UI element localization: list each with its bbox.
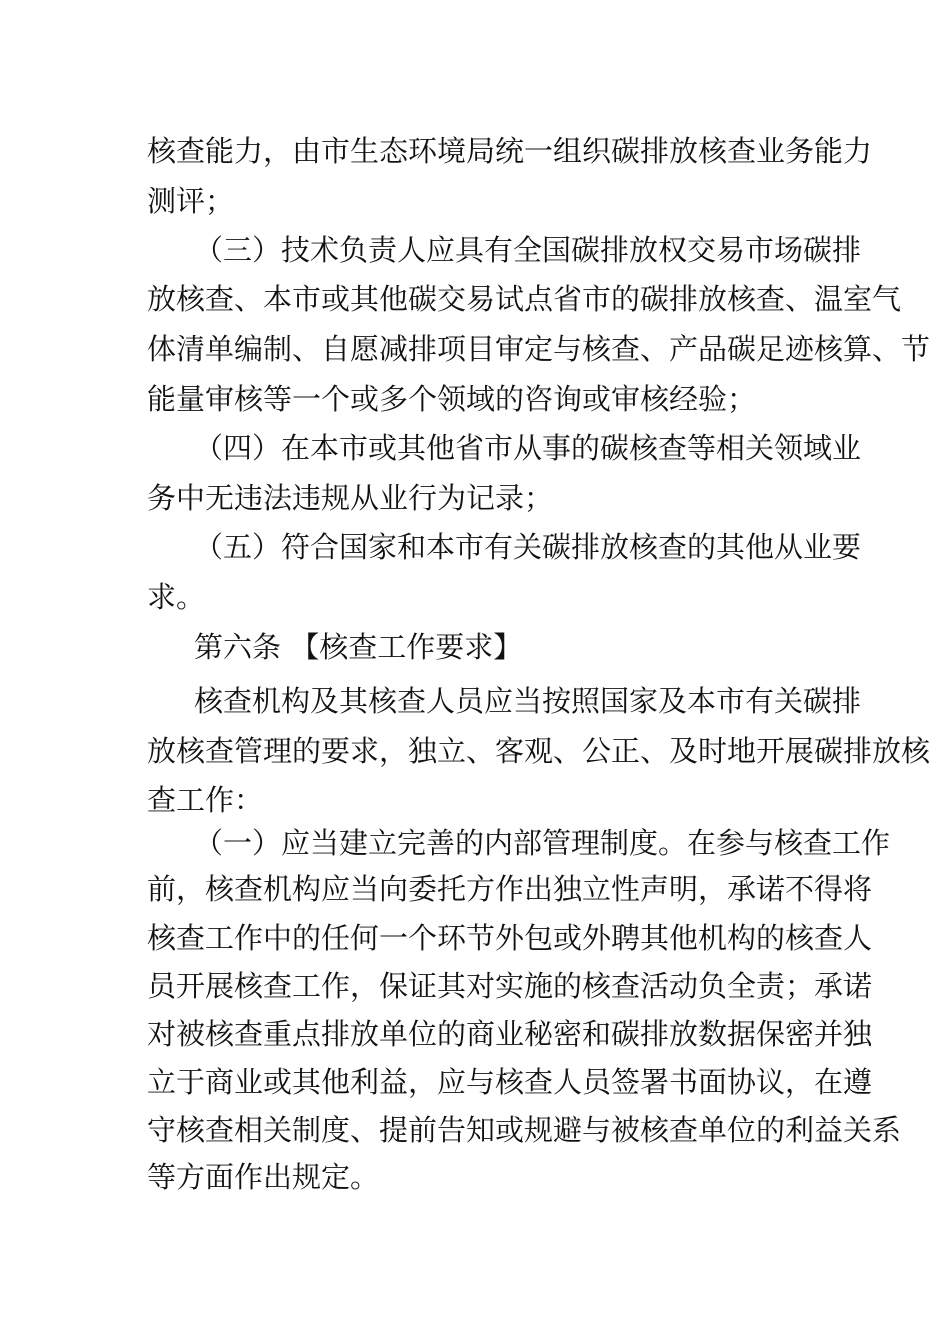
text-line: 放核查、本市或其他碳交易试点省市的碳排放核查、温室气 [147,282,902,316]
text-line: 求。 [147,580,206,614]
text-line: 核查能力，由市生态环境局统一组织碳排放核查业务能力 [147,134,873,168]
article-heading: 第六条 【核查工作要求】 [194,630,523,664]
text-line: 守核查相关制度、提前告知或规避与被核查单位的利益关系 [147,1113,902,1147]
text-line: （四）在本市或其他省市从事的碳核查等相关领域业 [194,431,862,465]
text-line: 核查工作中的任何一个环节外包或外聘其他机构的核查人 [147,921,873,955]
text-line: 员开展核查工作，保证其对实施的核查活动负全责；承诺 [147,969,873,1003]
text-line: （一）应当建立完善的内部管理制度。在参与核查工作 [194,826,891,860]
text-line: 立于商业或其他利益，应与核查人员签署书面协议，在遵 [147,1065,873,1099]
text-line: 前，核查机构应当向委托方作出独立性声明，承诺不得将 [147,872,873,906]
text-line: 测评； [147,184,235,218]
text-line: （五）符合国家和本市有关碳排放核查的其他从业要 [194,530,862,564]
text-line: 能量审核等一个或多个领域的咨询或审核经验； [147,382,757,416]
text-line: 体清单编制、自愿减排项目审定与核查、产品碳足迹核算、节 [147,332,931,366]
text-line: 核查机构及其核查人员应当按照国家及本市有关碳排 [194,684,862,718]
text-line: 查工作： [147,783,264,817]
text-line: 放核查管理的要求，独立、客观、公正、及时地开展碳排放核 [147,734,931,768]
text-line: （三）技术负责人应具有全国碳排放权交易市场碳排 [194,233,862,267]
text-line: 对被核查重点排放单位的商业秘密和碳排放数据保密并独 [147,1017,873,1051]
text-line: 务中无违法违规从业行为记录； [147,481,554,515]
text-line: 等方面作出规定。 [147,1160,380,1194]
